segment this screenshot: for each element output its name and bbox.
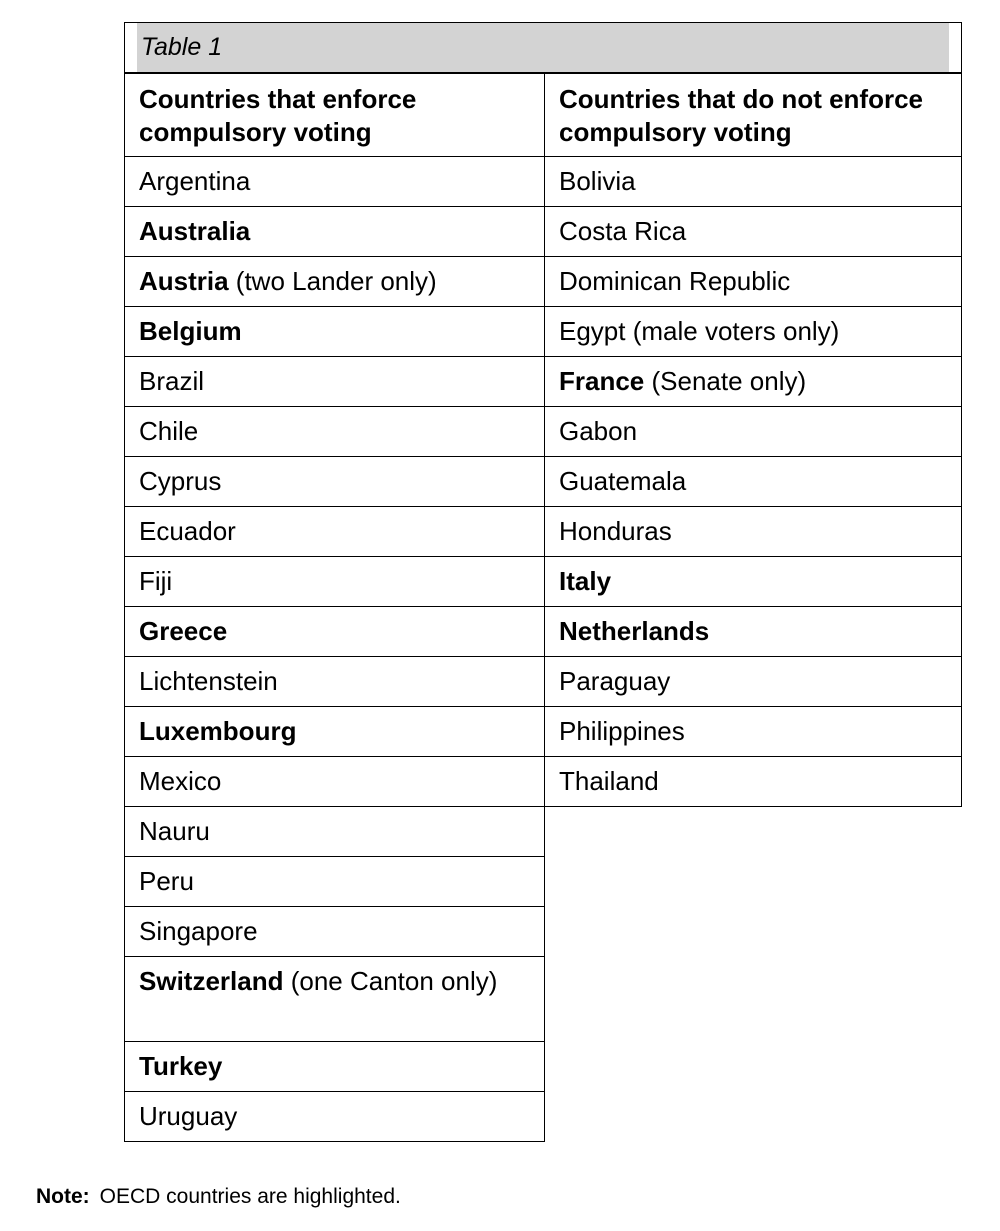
- country-name: Bolivia: [559, 166, 636, 196]
- enforce-country-cell: [124, 956, 545, 1042]
- country-name: Luxembourg: [139, 716, 297, 746]
- country-name: Austria: [139, 266, 229, 296]
- country-name: Peru: [139, 866, 194, 896]
- country-qualifier: (Senate only): [644, 366, 807, 396]
- non-enforce-country-cell: [544, 556, 962, 607]
- country-name: Cyprus: [139, 466, 222, 496]
- note-text: OECD countries are highlighted.: [99, 1185, 401, 1208]
- non-enforce-country-cell: [544, 356, 962, 407]
- country-name: Switzerland: [139, 966, 284, 996]
- enforce-country-cell: [124, 356, 545, 407]
- country-name: Uruguay: [139, 1101, 238, 1131]
- country-name: Gabon: [559, 416, 638, 446]
- country-name: Argentina: [139, 166, 251, 196]
- non-enforce-country-cell: [544, 456, 962, 507]
- country-name: Philippines: [559, 716, 685, 746]
- table-note: [36, 1185, 401, 1209]
- non-enforce-country-cell: [544, 656, 962, 707]
- enforce-country-cell: [124, 306, 545, 357]
- non-enforce-country-cell: [544, 406, 962, 457]
- enforce-country-cell: [124, 1041, 545, 1092]
- non-enforce-country-cell: [544, 256, 962, 307]
- country-qualifier: (male voters only): [625, 316, 840, 346]
- non-enforce-country-cell: [544, 706, 962, 757]
- enforce-country-cell: [124, 906, 545, 957]
- country-name: Australia: [139, 216, 251, 246]
- country-name: Egypt: [559, 316, 626, 346]
- enforce-country-cell: [124, 456, 545, 507]
- non-enforce-country-cell: [544, 306, 962, 357]
- country-name: Honduras: [559, 516, 672, 546]
- non-enforce-country-cell: [544, 756, 962, 807]
- country-name: Mexico: [139, 766, 222, 796]
- country-name: Guatemala: [559, 466, 687, 496]
- enforce-country-cell: [124, 556, 545, 607]
- enforce-country-cell: [124, 806, 545, 857]
- enforce-country-cell: [124, 406, 545, 457]
- caption-shading: [137, 23, 949, 73]
- country-name: France: [559, 366, 645, 396]
- country-qualifier: (one Canton only): [283, 966, 498, 996]
- enforce-country-cell: [124, 706, 545, 757]
- country-name: Nauru: [139, 816, 210, 846]
- country-name: Brazil: [139, 366, 205, 396]
- non-enforce-country-cell: [544, 156, 962, 207]
- country-name: Turkey: [139, 1051, 223, 1081]
- non-enforce-country-cell: [544, 606, 962, 657]
- enforce-country-cell: [124, 506, 545, 557]
- country-name: Belgium: [139, 316, 242, 346]
- enforce-country-cell: [124, 606, 545, 657]
- table-caption-bar: [124, 22, 962, 74]
- country-name: Ecuador: [139, 516, 236, 546]
- header-not-enforce: Countries that do not enforce compulsory voting: [544, 72, 962, 157]
- table-caption: Table 1: [141, 33, 223, 61]
- country-name: Italy: [559, 566, 612, 596]
- enforce-country-cell: [124, 756, 545, 807]
- enforce-country-cell: [124, 1091, 545, 1142]
- enforce-country-cell: [124, 256, 545, 307]
- country-name: Fiji: [139, 566, 173, 596]
- country-name: Chile: [139, 416, 199, 446]
- enforce-country-cell: [124, 656, 545, 707]
- non-enforce-country-cell: [544, 206, 962, 257]
- country-qualifier: (two Lander only): [228, 266, 437, 296]
- country-name: Thailand: [559, 766, 659, 796]
- country-name: Greece: [139, 616, 228, 646]
- header-enforce: Countries that enforce compulsory voting: [124, 72, 545, 157]
- country-name: Dominican Republic: [559, 266, 791, 296]
- enforce-country-cell: [124, 156, 545, 207]
- country-name: Netherlands: [559, 616, 710, 646]
- country-name: Costa Rica: [559, 216, 687, 246]
- country-name: Paraguay: [559, 666, 671, 696]
- enforce-country-cell: [124, 206, 545, 257]
- enforce-country-cell: [124, 856, 545, 907]
- country-name: Singapore: [139, 916, 258, 946]
- country-name: Lichtenstein: [139, 666, 278, 696]
- note-label: Note:: [36, 1185, 90, 1208]
- non-enforce-country-cell: [544, 506, 962, 557]
